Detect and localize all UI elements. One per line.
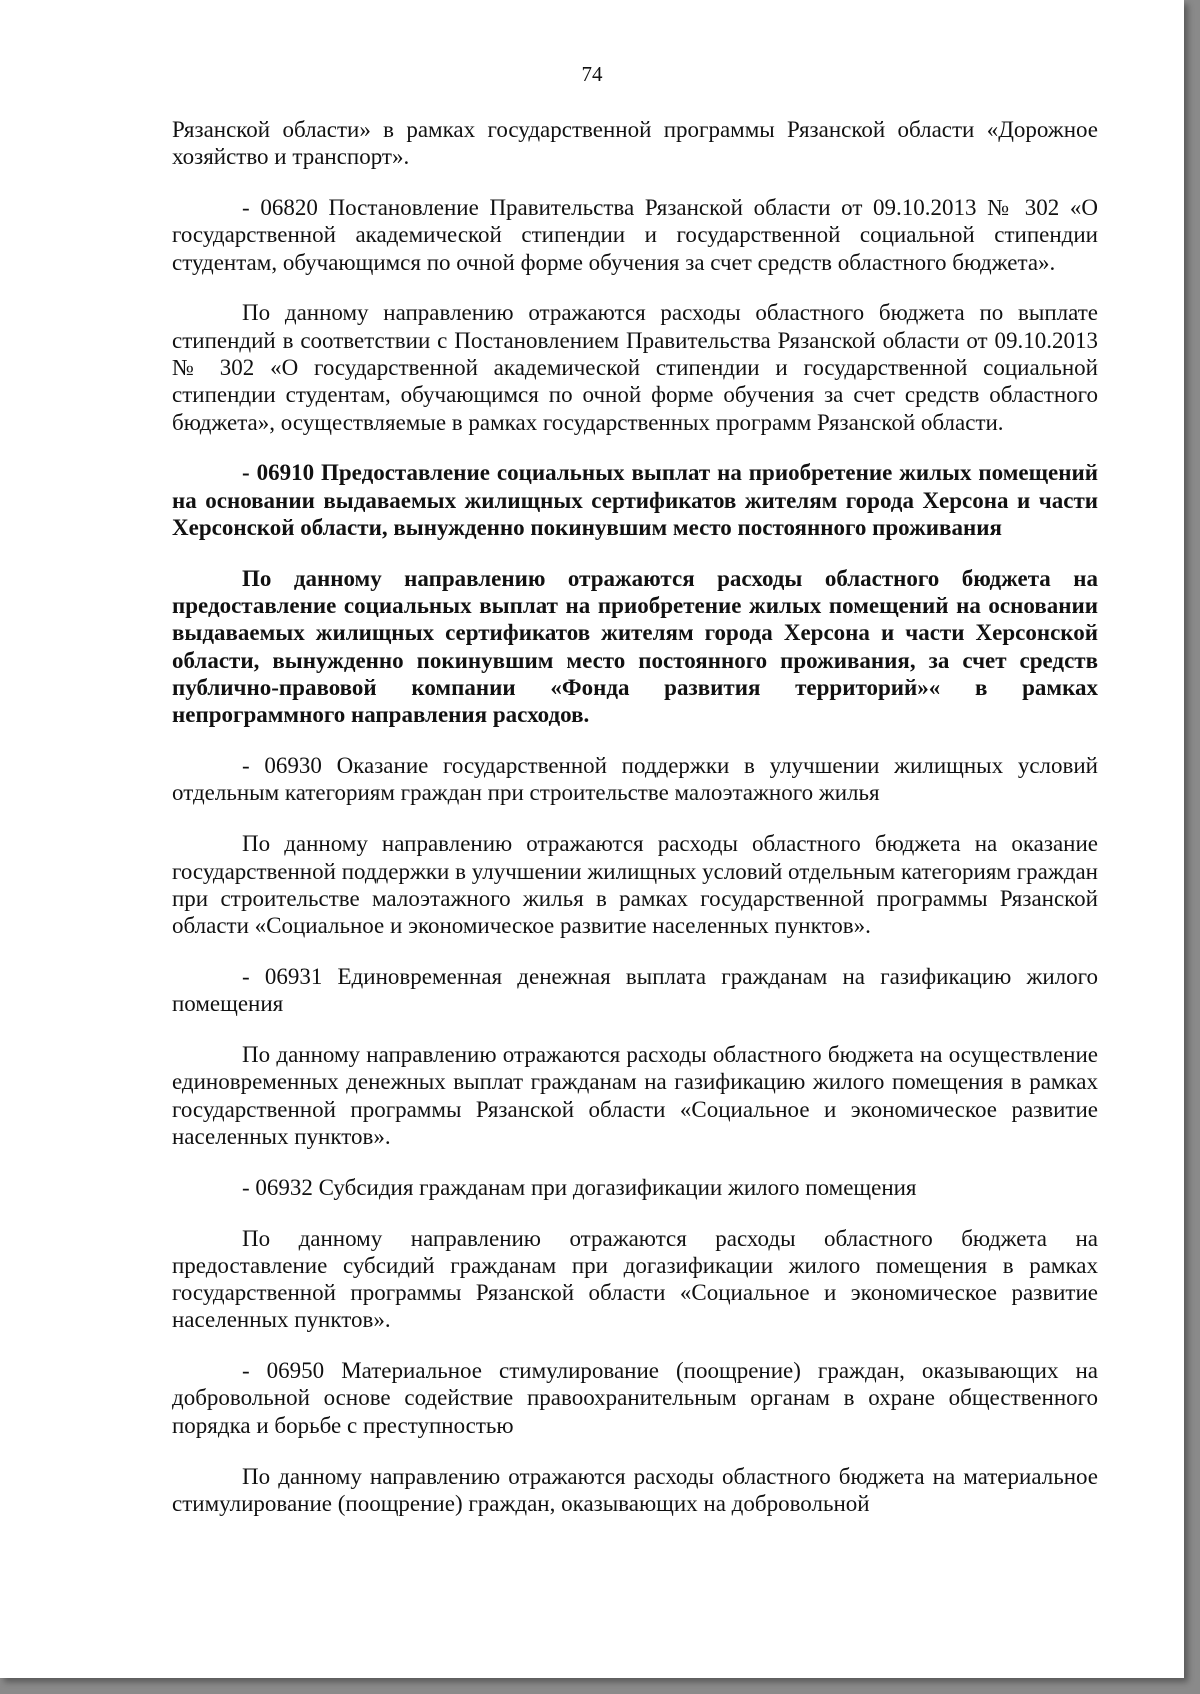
paragraph-06910-description: По данному направлению отражаются расходы областного бюджета на предоставление социальных выплат на приобретение жилых помещений на основании выдаваемых жилищных сертификатов жителям города Херсона и части Херсонской области, вынужденно покинувшим место постоянного проживания, за счет средств публично-правовой компании «Фонда развития территорий»« в рамках непрограммного направления расходов. [172, 565, 1098, 728]
paragraph-06932-description: По данному направлению отражаются расходы областного бюджета на предоставление субсидий гражданам при догазификации жилого помещения в рамках государственной программы Рязанской области «Социальное и экономическое развитие населенных пунктов». [172, 1225, 1098, 1333]
item-06930: - 06930 Оказание государственной поддержки в улучшении жилищных условий отдельным категориям граждан при строительстве малоэтажного жилья [172, 753, 1098, 806]
paragraph-06930-description: По данному направлению отражаются расходы областного бюджета на оказание государственной поддержки в улучшении жилищных условий отдельным категориям граждан при строительстве малоэтажного жилья в рамках государственной программы Рязанской области «Социальное и экономическое развитие населенных пунктов». [172, 831, 1098, 939]
paragraph-continuation: Рязанской области» в рамках государственной программы Рязанской области «Дорожное хозяйство и транспорт». [172, 117, 1098, 170]
item-06820: - 06820 Постановление Правительства Рязанской области от 09.10.2013 № 302 «О государственной академической стипендии и государственной социальной стипендии студентам, обучающимся по очной форме обучения за счет средств областного бюджета». [172, 195, 1098, 275]
page-number: 74 [581, 62, 603, 86]
paragraph-06931-description: По данному направлению отражаются расходы областного бюджета на осуществление единовременных денежных выплат гражданам на газификацию жилого помещения в рамках государственной программы Рязанской области «Социальное и экономическое развитие населенных пунктов». [172, 1042, 1098, 1149]
item-06910: - 06910 Предоставление социальных выплат на приобретение жилых помещений на основании выдаваемых жилищных сертификатов жителям города Херсона и части Херсонской области, вынужденно покинувшим место постоянного проживания [172, 460, 1098, 541]
paragraph-06820-description: По данному направлению отражаются расходы областного бюджета по выплате стипендий в соответствии с Постановлением Правительства Рязанской области от 09.10.2013 № 302 «О государственной академической стипендии и государственной социальной стипендии студентам, обучающимся по очной форме обучения за счет средств областного бюджета», осуществляемые в рамках государственных программ Рязанской области. [172, 300, 1098, 435]
paragraph-06950-description: По данному направлению отражаются расходы областного бюджета на материальное стимулирование (поощрение) граждан, оказывающих на добровольной [172, 1463, 1098, 1516]
document-body [172, 116, 1098, 1541]
item-06932: - 06932 Субсидия гражданам при догазификации жилого помещения [242, 1174, 917, 1200]
item-06950: - 06950 Материальное стимулирование (поощрение) граждан, оказывающих на добровольной основе содействие правоохранительным органам в охране общественного порядка и борьбе с преступностью [172, 1358, 1098, 1438]
item-06931: - 06931 Единовременная денежная выплата гражданам на газификацию жилого помещения [172, 963, 1098, 1017]
